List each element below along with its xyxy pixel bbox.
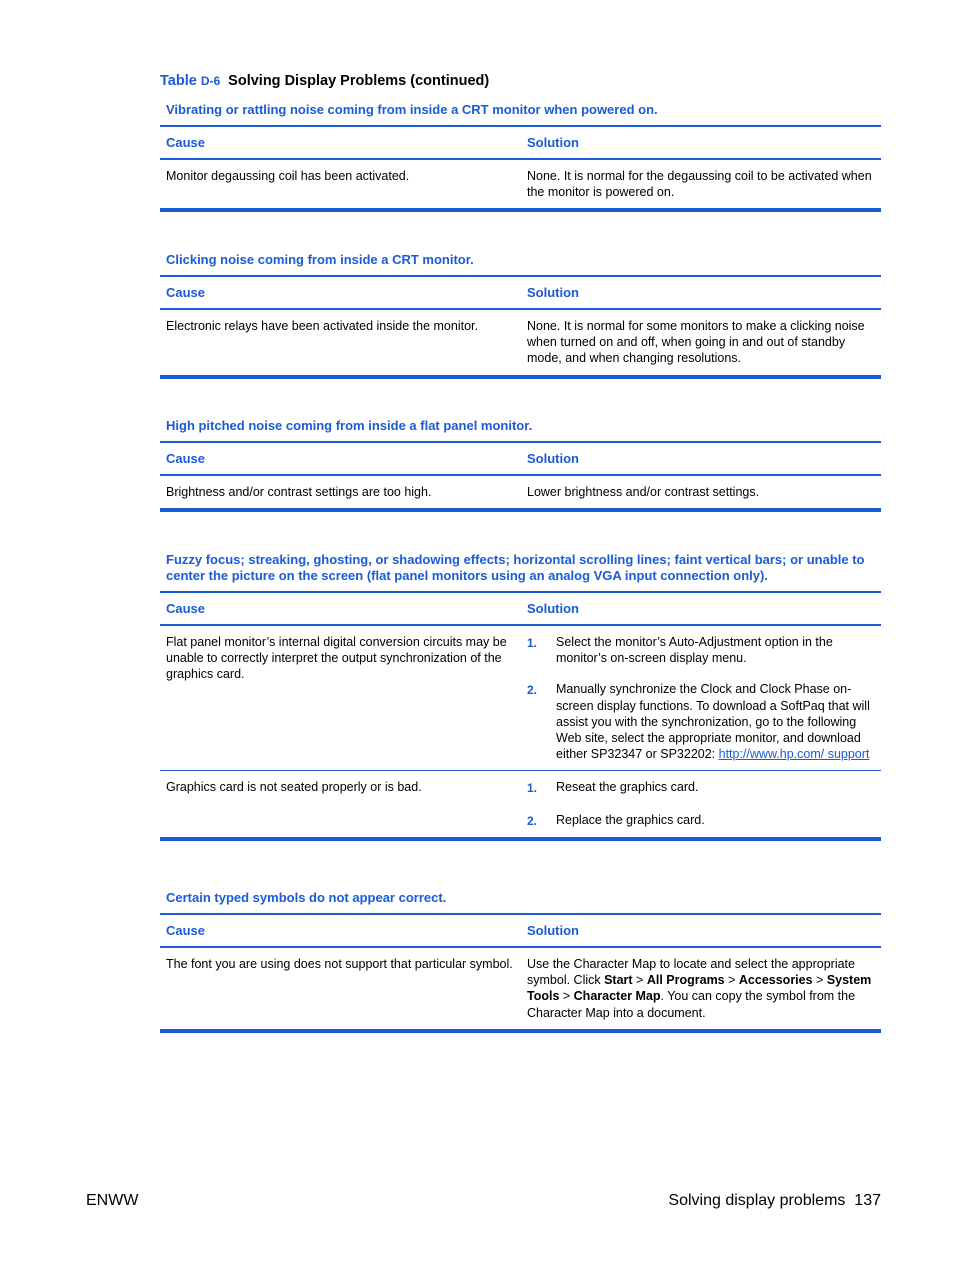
table-header [160, 443, 881, 476]
step-number: 1. [527, 781, 538, 796]
table-row [160, 160, 881, 208]
solution-cell: None. It is normal for some monitors to make a clicking noise when turned on and off, when going in and out of standby mode, and when changing resolutions. [527, 319, 865, 366]
list-item [527, 634, 877, 666]
table-row [160, 948, 881, 1029]
header-cause: Cause [166, 135, 206, 150]
step-text: Replace the graphics card. [556, 812, 705, 827]
table-clicking [160, 275, 881, 379]
cause-cell: Electronic relays have been activated inside the monitor. [166, 319, 478, 333]
header-cause: Cause [166, 285, 206, 300]
section-title-clicking: Clicking noise coming from inside a CRT monitor. [166, 252, 474, 267]
section-title-fuzzy-focus: Fuzzy focus; streaking, ghosting, or shadowing effects; horizontal scrolling lines; faint vertical bars; or unable to center the picture on the screen (flat panel monitors using an analog VGA input connection only). [166, 552, 865, 583]
table-row [160, 770, 881, 836]
menu-system-tools: System Tools [527, 973, 872, 1004]
header-solution: Solution [527, 601, 579, 616]
step-text: Manually synchronize the Clock and Clock Phase on-screen display functions. To download a SoftPaq that will assist you with the synchronization, go to the following Web site, select the appropriate monitor, and download either SP32347 or SP32202: http://www.hp.com/ support [556, 682, 870, 762]
table-typed-symbols [160, 913, 881, 1033]
footer-right [668, 1192, 881, 1210]
header-solution: Solution [527, 135, 579, 150]
section-title-high-pitched: High pitched noise coming from inside a flat panel monitor. [166, 418, 533, 433]
hp-support-link[interactable]: http://www.hp.com/ support [718, 747, 870, 762]
menu-accessories: Accessories [738, 973, 813, 988]
step-text: Reseat the graphics card. [556, 780, 699, 795]
step-number: 2. [527, 683, 538, 698]
solution-cell [521, 771, 881, 836]
solution-steps [527, 634, 877, 762]
cause-cell: Brightness and/or contrast settings are too high. [166, 485, 432, 499]
table-caption [160, 73, 489, 89]
header-cause: Cause [166, 451, 206, 466]
header-solution: Solution [527, 451, 579, 466]
cause-cell: The font you are using does not support that particular symbol. [166, 957, 513, 971]
list-item [527, 681, 877, 762]
cause-cell: Monitor degaussing coil has been activated. [166, 169, 410, 183]
table-number: Table D-6 [160, 73, 221, 89]
table-title: Solving Display Problems (continued) [228, 73, 490, 89]
step-number: 2. [527, 813, 538, 828]
table-header [160, 277, 881, 310]
menu-all-programs: All Programs [646, 973, 725, 988]
table-row [160, 310, 881, 375]
menu-character-map: Character Map [573, 989, 661, 1004]
footer-section-name: Solving display problems [668, 1192, 846, 1209]
solution-cell: None. It is normal for the degaussing coil to be activated when the monitor is powered on. [527, 169, 872, 200]
table-row [160, 626, 881, 770]
header-cause: Cause [166, 923, 206, 938]
section-title-vibrating: Vibrating or rattling noise coming from inside a CRT monitor when powered on. [166, 102, 658, 117]
table-header [160, 593, 881, 626]
table-row [160, 476, 881, 508]
header-solution: Solution [527, 285, 579, 300]
list-item [527, 779, 877, 796]
table-vibrating [160, 125, 881, 212]
page-number: 137 [854, 1192, 881, 1209]
table-fuzzy-focus [160, 591, 881, 841]
solution-steps [527, 779, 877, 828]
step-number: 1. [527, 636, 538, 650]
table-high-pitched [160, 441, 881, 512]
table-header [160, 127, 881, 160]
footer-left: ENWW [86, 1192, 139, 1209]
step-text: Select the monitor’s Auto-Adjustment option in the monitor’s on-screen display menu. [556, 635, 833, 666]
solution-cell [521, 626, 881, 770]
section-title-typed-symbols: Certain typed symbols do not appear correct. [166, 890, 447, 905]
solution-cell: Lower brightness and/or contrast settings. [527, 485, 760, 499]
table-header [160, 915, 881, 948]
list-item [527, 812, 877, 829]
header-cause: Cause [166, 601, 206, 616]
cause-cell: Flat panel monitor’s internal digital conversion circuits may be unable to correctly interpret the output synchronization of the graphics card. [166, 635, 507, 682]
cause-cell: Graphics card is not seated properly or is bad. [166, 780, 422, 795]
solution-cell: Use the Character Map to locate and select the appropriate symbol. Click Start > All Programs > Accessories > System Tools > Character Map. You can copy the symbol from the Character Map into a document. [527, 957, 872, 1020]
menu-start: Start [604, 973, 633, 988]
header-solution: Solution [527, 923, 579, 938]
